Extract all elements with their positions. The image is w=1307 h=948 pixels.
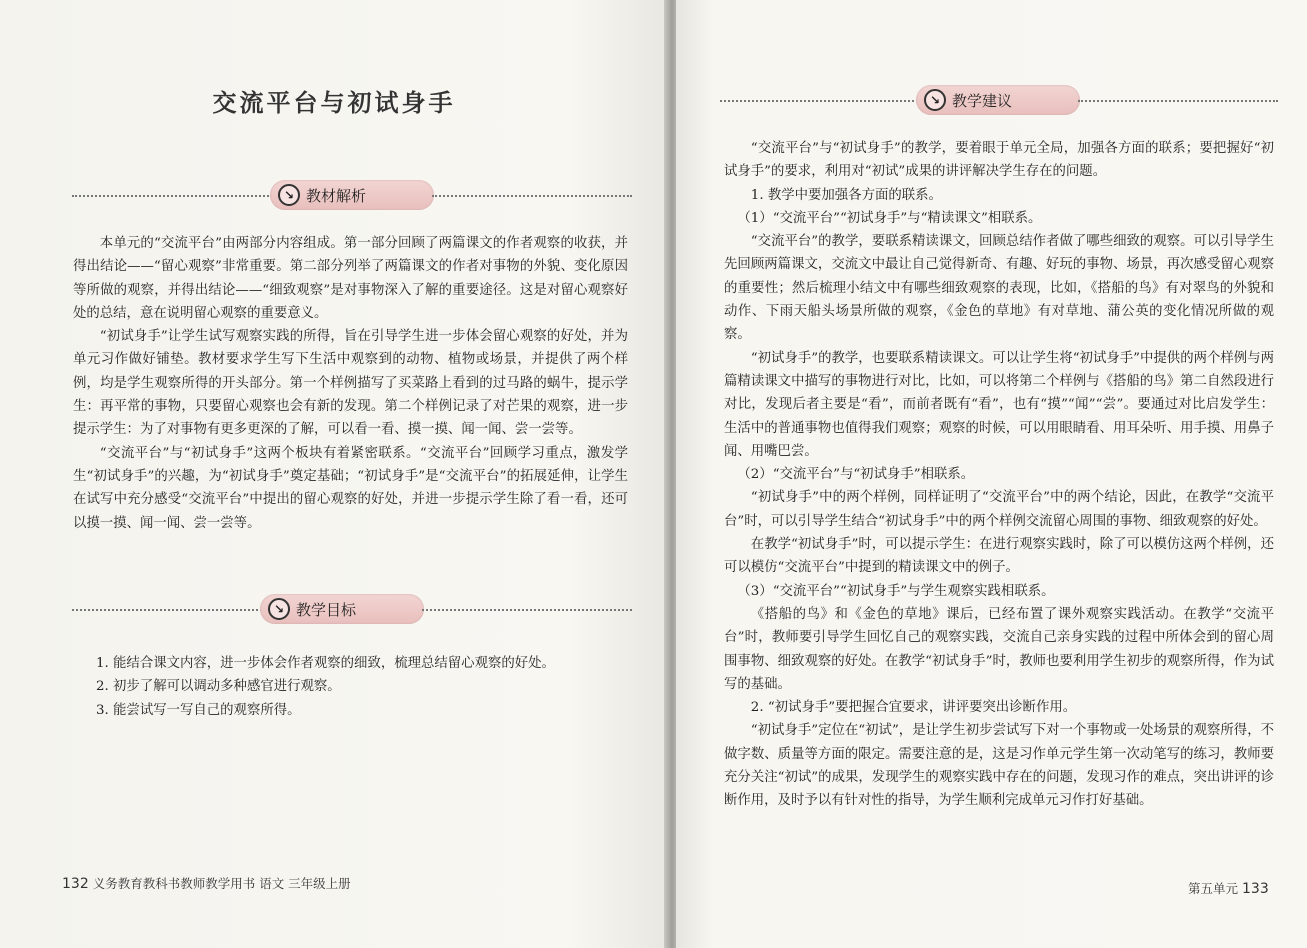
page-number: 133 — [1242, 881, 1269, 897]
paragraph: （2）“交流平台”与“初试身手”相联系。 — [737, 467, 975, 483]
paragraph: “初试身手”的教学，也要联系精读课文。可以让学生将“初试身手”中提供的两个样例与两篇精读课文中描写的事物进行对比，比如，可以将第二个样例与《搭船的鸟》第二自然段进行对比，发现后者主要是“看”，而前者既有“看”，也有“摸”“闻”“尝”。要通过对比启发学生：生活中的普通事物也值得我们观察；观察的时候，可以用眼睛看、用耳朵听、用手摸、用鼻子闻、用嘴巴尝。 — [724, 350, 1274, 459]
analysis-text — [73, 232, 628, 535]
section-header-analysis — [72, 180, 632, 210]
dotted-rule — [432, 195, 632, 197]
section-pill — [270, 180, 434, 210]
suggestions-text — [724, 137, 1274, 813]
arrow-down-right-circle-icon: ↘ — [924, 89, 946, 111]
paragraph: 1. 教学中要加强各方面的联系。 — [750, 187, 942, 203]
goals-list — [96, 652, 626, 722]
right-page — [676, 0, 1307, 948]
goal-item: 3. 能尝试写一写自己的观察所得。 — [96, 702, 301, 718]
page-number: 132 — [62, 876, 89, 892]
section-label: 教学建议 — [952, 91, 1013, 110]
dotted-rule — [72, 609, 262, 611]
section-pill — [260, 594, 424, 624]
paragraph: “交流平台”的教学，要联系精读课文，回顾总结作者做了哪些细致的观察。可以引导学生先回顾两篇课文，交流文中最让自己觉得新奇、有趣、好玩的事物、场景，再次感受留心观察的重要性；然后梳理小结文中有哪些细致观察的表现，比如，《搭船的鸟》有对翠鸟的外貌和动作、下雨天船头场景所做的观察，《金色的草地》有对草地、蒲公英的变化情况所做的观察。 — [724, 234, 1274, 343]
book-title: 义务教育教科书教师教学用书 语文 三年级上册 — [92, 876, 351, 891]
arrow-down-right-circle-icon: ↘ — [268, 598, 290, 620]
paragraph: “初试身手”中的两个样例，同样证明了“交流平台”中的两个结论，因此，在教学“交流平台”时，可以引导学生结合“初试身手”中的两个样例交流留心周围的事物、细致观察的好处。 — [724, 490, 1274, 529]
section-pill — [916, 85, 1080, 115]
paragraph: 2. “初试身手”要把握合宜要求，讲评要突出诊断作用。 — [750, 700, 1077, 716]
dotted-rule — [1078, 100, 1278, 102]
section-header-suggestions — [720, 85, 1280, 115]
goal-item: 1. 能结合课文内容，进一步体会作者观察的细致，梳理总结留心观察的好处。 — [96, 656, 555, 671]
dotted-rule — [720, 100, 918, 102]
paragraph: （3）“交流平台”“初试身手”与学生观察实践相联系。 — [737, 583, 1055, 599]
unit-label: 第五单元 — [1188, 881, 1239, 896]
section-label: 教材解析 — [306, 186, 367, 205]
paragraph: 在教学“初试身手”时，可以提示学生：在进行观察实践时，除了可以模仿这两个样例，还可以模仿“交流平台”中提到的精读课文中的例子。 — [724, 537, 1274, 576]
arrow-down-right-circle-icon: ↘ — [278, 184, 300, 206]
right-footer — [1188, 879, 1269, 897]
paragraph: “初试身手”定位在“初试”，是让学生初步尝试写下对一个事物或一处场景的观察所得，不做字数、质量等方面的限定。需要注意的是，这是习作单元学生第一次动笔写的练习，教师要充分关注“初试”的成果，发现学生的观察实践中存在的问题，发现习作的难点，突出讲评的诊断作用，及时予以有针对性的指导，为学生顺利完成单元习作打好基础。 — [724, 723, 1274, 809]
goal-item: 2. 初步了解可以调动多种感官进行观察。 — [96, 679, 341, 695]
paragraph: “交流平台”与“初试身手”这两个板块有着紧密联系。“交流平台”回顾学习重点，激发学生“初试身手”的兴趣，为“初试身手”奠定基础；“初试身手”是“交流平台”的拓展延伸，让学生在试写中充分感受“交流平台”中提出的留心观察的好处，并进一步提示学生除了看一看，还可以摸一摸、闻一闻、尝一尝等。 — [73, 445, 628, 531]
left-footer — [62, 874, 351, 892]
page-title: 交流平台与初试身手 — [212, 88, 456, 117]
paragraph: “初试身手”让学生试写观察实践的所得，旨在引导学生进一步体会留心观察的好处，并为单元习作做好铺垫。教材要求学生写下生活中观察到的动物、植物或场景，并提供了两个样例，均是学生观察所得的开头部分。第一个样例描写了买菜路上看到的过马路的蜗牛，提示学生：再平常的事物，只要留心观察也会有新的发现。第二个样例记录了对芒果的观察，进一步提示学生：为了对事物有更多更深的了解，可以看一看、摸一摸、闻一闻、尝一尝等。 — [73, 329, 628, 438]
paragraph: “交流平台”与“初试身手”的教学，要着眼于单元全局，加强各方面的联系；要把握好“初试身手”的要求，利用对“初试”成果的讲评解决学生存在的问题。 — [724, 141, 1274, 180]
paragraph: （1）“交流平台”“初试身手”与“精读课文”相联系。 — [737, 210, 1042, 226]
section-header-goals — [72, 594, 632, 624]
paragraph: 本单元的“交流平台”由两部分内容组成。第一部分回顾了两篇课文的作者观察的收获，并得出结论——“留心观察”非常重要。第二部分列举了两篇课文的作者对事物的外貌、变化原因等所做的观察，并得出结论——“细致观察”是对事物深入了解的重要途径。这是对留心观察好处的总结，意在说明留心观察的重要意义。 — [73, 236, 628, 321]
paragraph: 《搭船的鸟》和《金色的草地》课后，已经布置了课外观察实践活动。在教学“交流平台”时，教师要引导学生回忆自己的观察实践，交流自己亲身实践的过程中所体会到的留心周围事物、细致观察的好处。在教学“初试身手”时，教师也要利用学生初步的观察所得，作为试写的基础。 — [724, 606, 1274, 692]
section-label: 教学目标 — [296, 600, 357, 619]
dotted-rule — [72, 195, 272, 197]
dotted-rule — [422, 609, 632, 611]
